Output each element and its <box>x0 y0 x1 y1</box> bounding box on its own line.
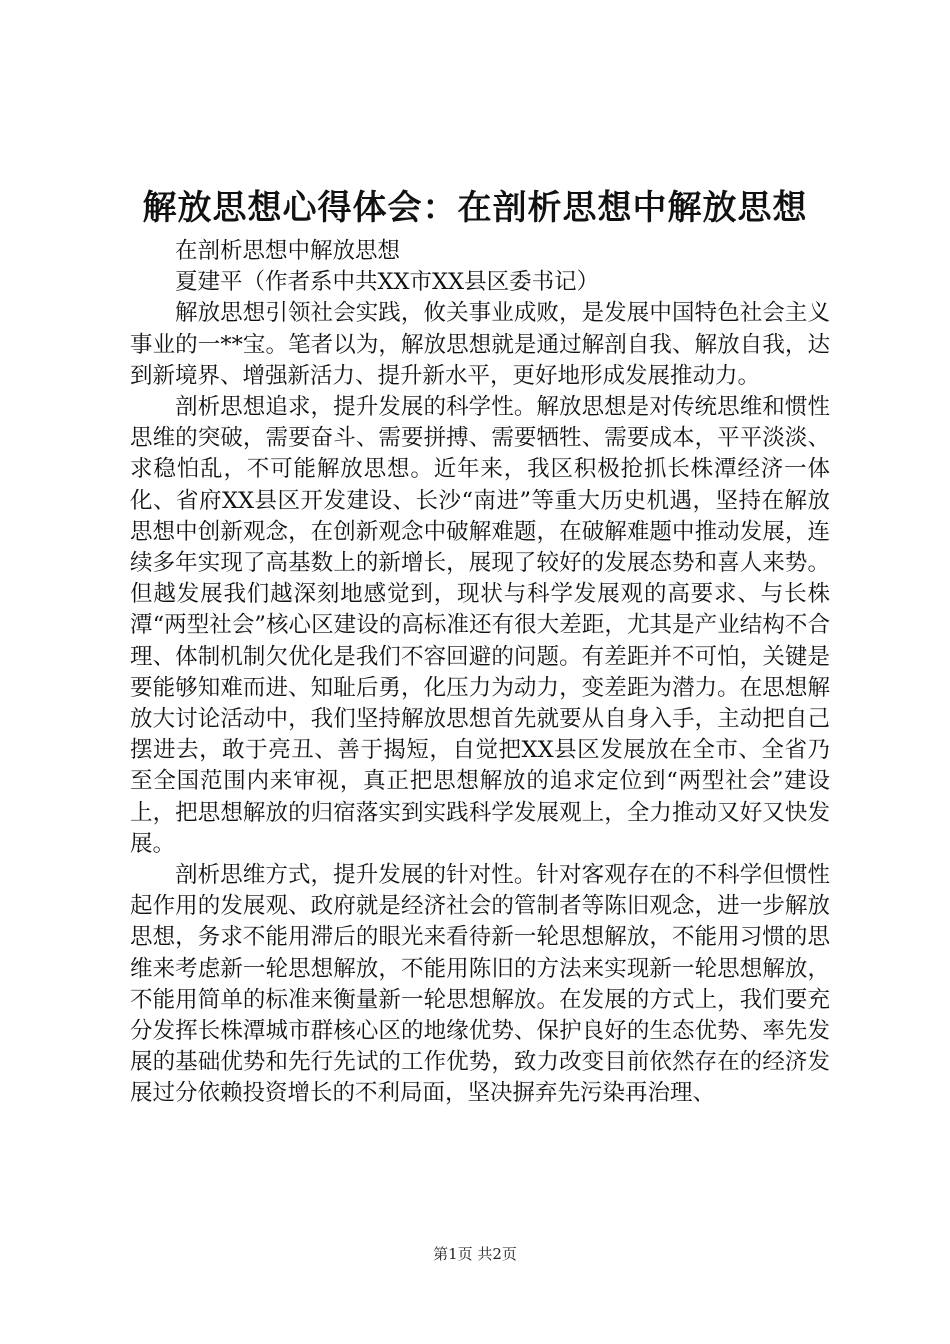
paragraph-3: 剖析思维方式，提升发展的针对性。针对客观存在的不科学但惯性起作用的发展观、政府就是经济社会的管制者等陈旧观念，进一步解放思想，务求不能用滞后的眼光来看待新一轮思想解放，不能用习惯的思维来考虑新一轮思想解放，不能用陈旧的方法来实现新一轮思想解放，不能用简单的标准来衡量新一轮思想解放。在发展的方式上，我们要充分发挥长株潭城市群核心区的地缘优势、保护良好的生态优势、率先发展的基础优势和先行先试的工作优势，致力改变目前依然存在的经济发展过分依赖投资增长的不利局面，坚决摒弃先污染再治理、 <box>130 862 830 1107</box>
document-subtitle: 在剖析思想中解放思想 <box>175 238 401 264</box>
paragraph-2: 剖析思想追求，提升发展的科学性。解放思想是对传统思维和惯性思维的突破，需要奋斗、需要拼搏、需要牺牲、需要成本，平平淡淡、求稳怕乱，不可能解放思想。近年来，我区积极抢抓长株潭经济一体化、省府XX县区开发建设、长沙“南进”等重大历史机遇，坚持在解放思想中创新观念，在创新观念中破解难题，在破解难题中推动发展，连续多年实现了高基数上的新增长，展现了较好的发展态势和喜人来势。但越发展我们越深刻地感觉到，现状与科学发展观的高要求、与长株潭“两型社会”核心区建设的高标准还有很大差距，尤其是产业结构不合理、体制机制欠优化是我们不容回避的问题。有差距并不可怕，关键是要能够知难而进、知耻后勇，化压力为动力，变差距为潜力。在思想解放大讨论活动中，我们坚持解放思想首先就要从自身入手，主动把自己摆进去，敢于亮丑、善于揭短，自觉把XX县区发展放在全市、全省乃至全国范围内来审视，真正把思想解放的追求定位到“两型社会”建设上，把思想解放的归宿落实到实践科学发展观上，全力推动又好又快发展。 <box>130 394 830 857</box>
document-title: 解放思想心得体会：在剖析思想中解放思想 <box>142 188 808 228</box>
document-body <box>130 236 830 1110</box>
paragraph-1: 解放思想引领社会实践，攸关事业成败，是发展中国特色社会主义事业的一**宝。笔者以为，解放思想就是通过解剖自我、解放自我，达到新境界、增强新活力、提升新水平，更好地形成发展推动力。 <box>130 300 830 389</box>
page-footer: 第1页 共2页 <box>433 1245 517 1263</box>
document-author: 夏建平（作者系中共XX市XX县区委书记） <box>175 269 600 296</box>
